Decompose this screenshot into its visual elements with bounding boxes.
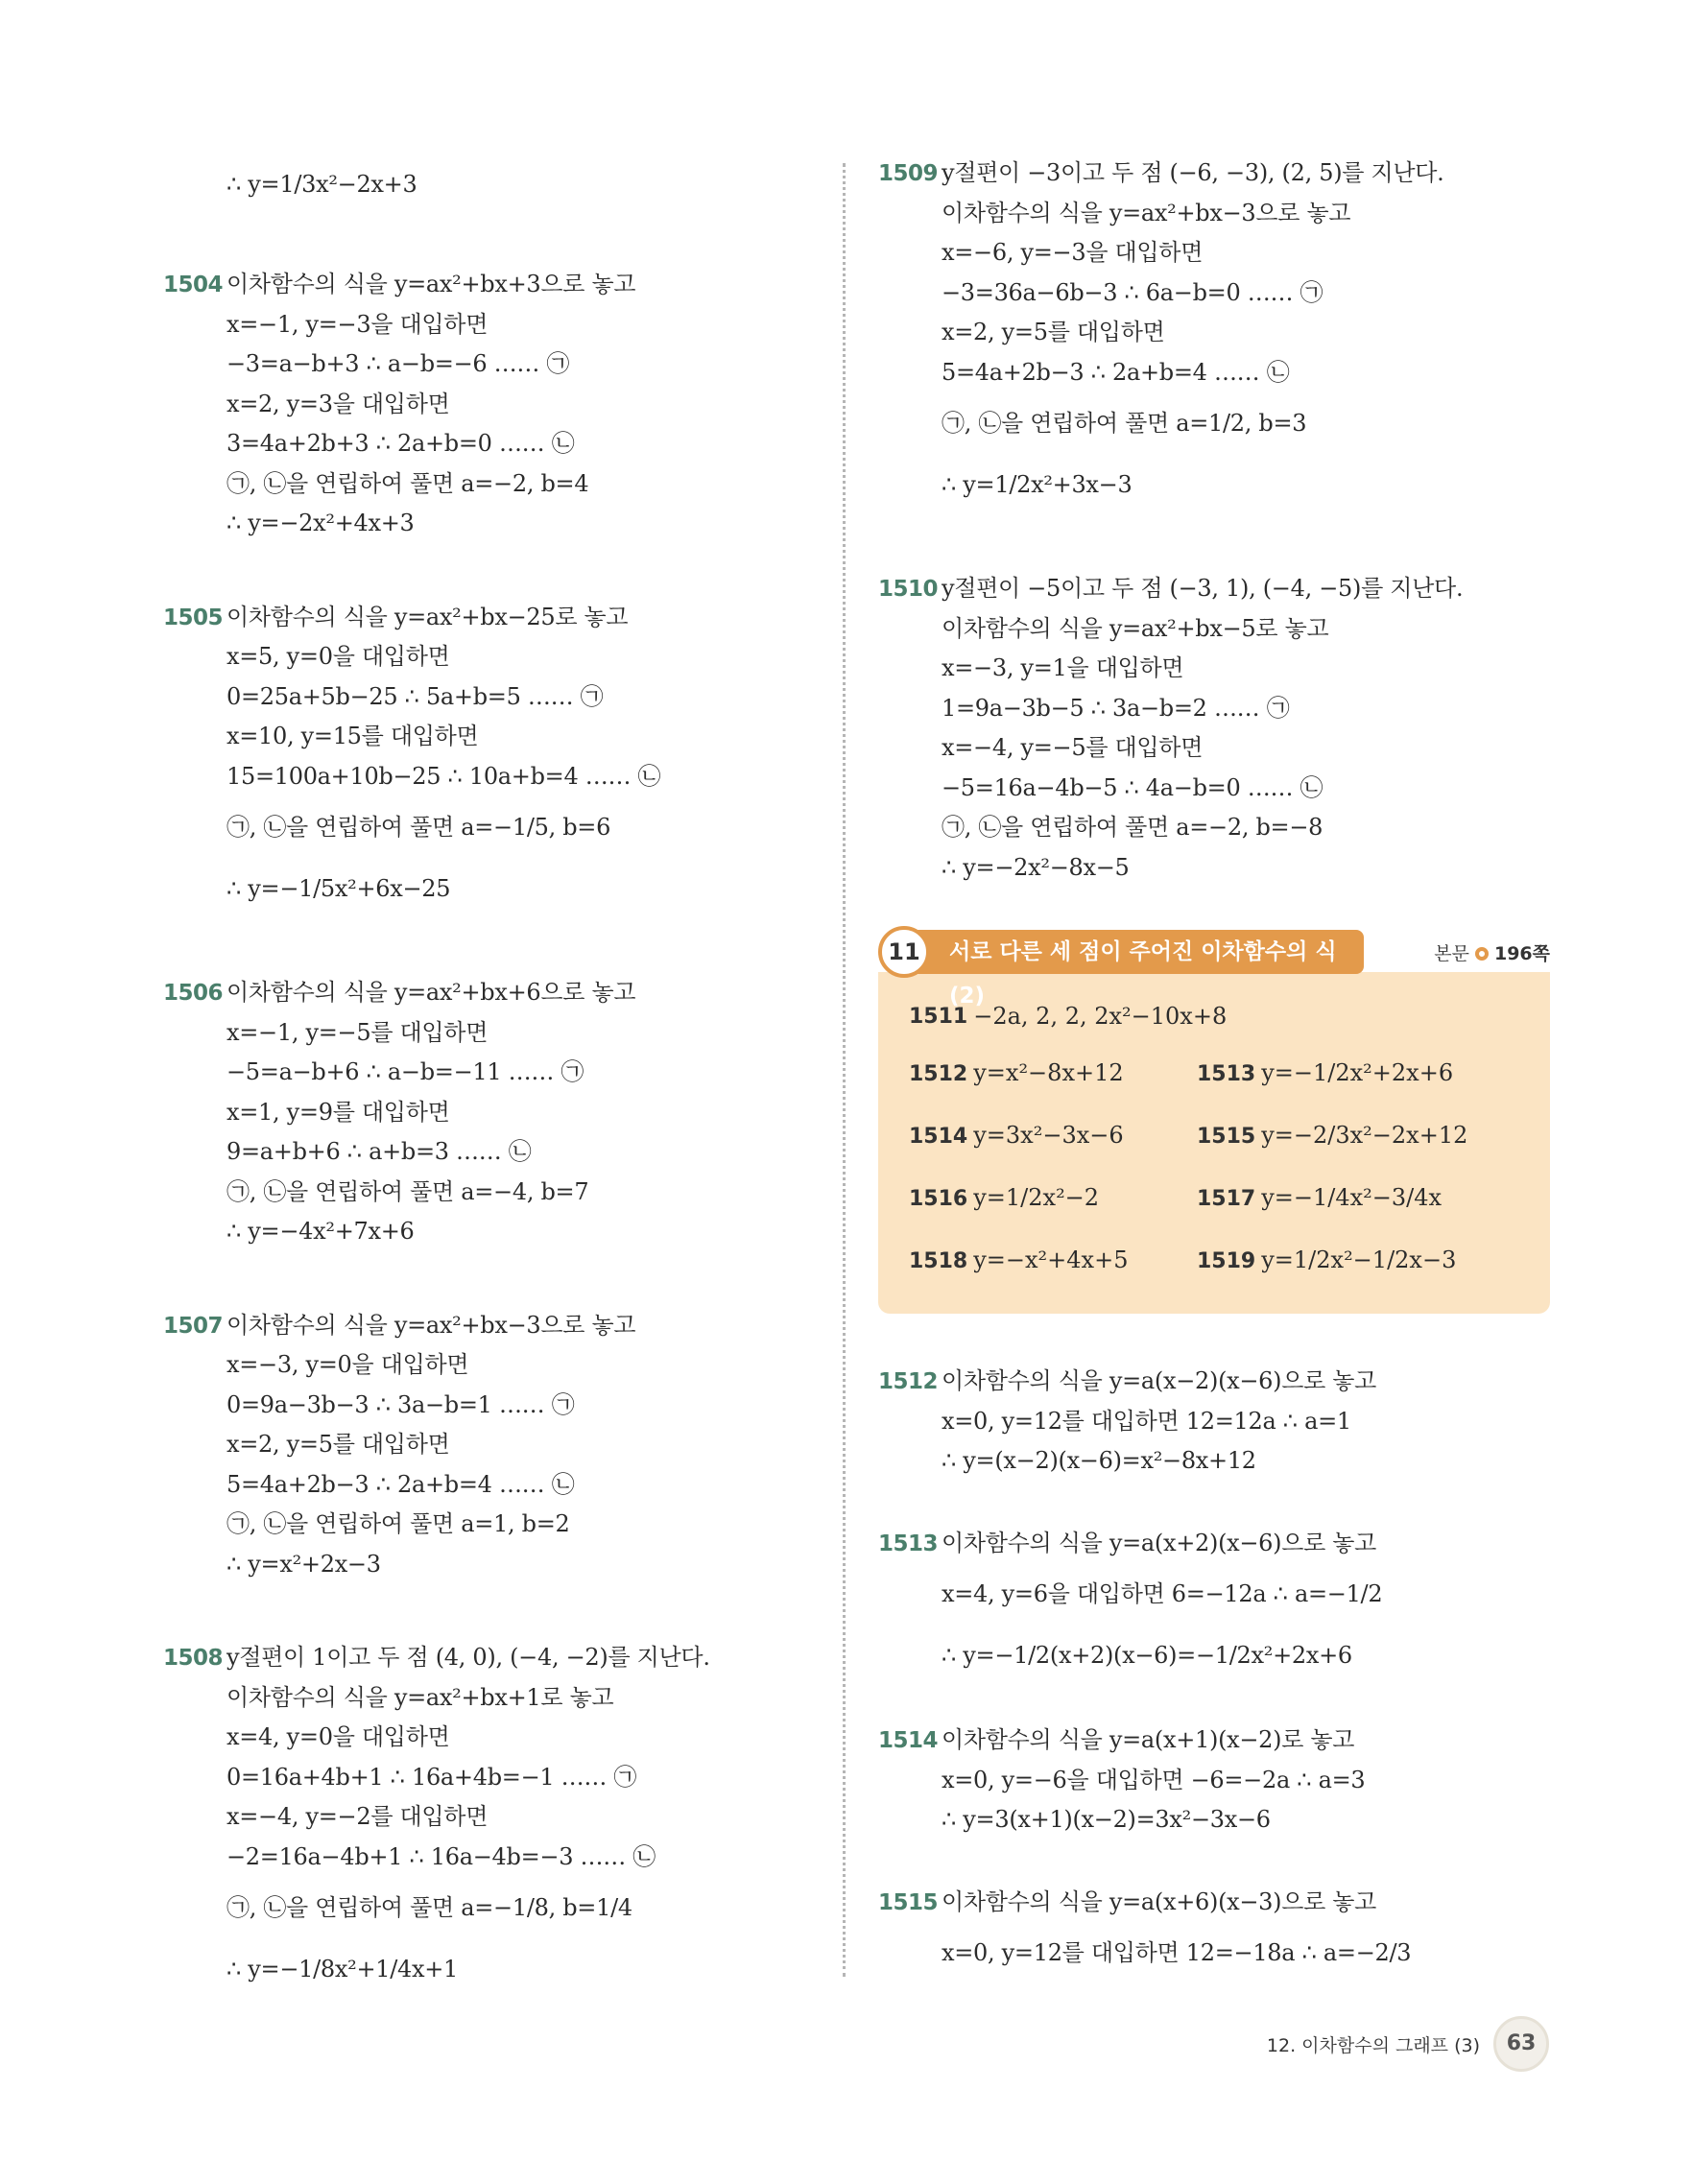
problem-1510	[878, 569, 1550, 888]
solution-line: 0=9a−3b−3 ∴ 3a−b=1 …… ㉠	[227, 1390, 575, 1418]
solution-line: 3=4a+2b+3 ∴ 2a+b=0 …… ㉡	[227, 430, 575, 457]
problem-1503-conclusion	[163, 154, 835, 215]
solution-line: 0=25a+5b−25 ∴ 5a+b=5 …… ㉠	[227, 682, 604, 710]
solution-line: x=4, y=0을 대입하면	[227, 1723, 450, 1750]
solution-line: ∴ y=−1/2(x+2)(x−6)=−1/2x²+2x+6	[942, 1642, 1352, 1669]
solution-line: x=2, y=5를 대입하면	[942, 319, 1165, 345]
problem-1509	[878, 154, 1550, 515]
solution-line: ∴ y=−4x²+7x+6	[227, 1218, 415, 1245]
answer-row	[909, 991, 1521, 1041]
solution-line: x=−3, y=1을 대입하면	[942, 654, 1184, 681]
solution-line: x=5, y=0을 대입하면	[227, 643, 450, 670]
answer-number: 1518	[909, 1248, 968, 1273]
answer-number: 1515	[1197, 1124, 1256, 1149]
answer-number: 1514	[909, 1124, 968, 1149]
solution-line: x=1, y=9를 대입하면	[227, 1098, 450, 1126]
solution-line: 9=a+b+6 ∴ a+b=3 …… ㉡	[227, 1138, 532, 1165]
solution-line: y절편이 −3이고 두 점 (−6, −3), (2, 5)를 지난다.	[942, 159, 1444, 186]
answer-item	[1197, 1246, 1485, 1273]
solution-line: −3=a−b+3 ∴ a−b=−6 …… ㉠	[227, 350, 570, 377]
answer-item	[1197, 1122, 1485, 1149]
solution-line: ㉠, ㉡을 연립하여 풀면 a=1, b=2	[227, 1510, 570, 1537]
solution-line: ∴ y=−1/5x²+6x−25	[227, 875, 451, 902]
answer-number: 1517	[1197, 1186, 1256, 1211]
problem-number: 1512	[878, 1369, 939, 1394]
problem-1504	[163, 265, 835, 544]
problem-1514-solution	[878, 1721, 1550, 1840]
problem-1513-solution	[878, 1524, 1550, 1687]
solution-line: ∴ y=−2x²−8x−5	[942, 853, 1130, 881]
problem-number: 1513	[878, 1531, 939, 1556]
problem-1505	[163, 598, 835, 920]
answer-item	[1197, 1059, 1485, 1086]
solution-line: x=4, y=6을 대입하면 6=−12a ∴ a=−1/2	[942, 1580, 1383, 1607]
solution-line: x=−4, y=−2를 대입하면	[227, 1803, 489, 1830]
problem-number: 1508	[163, 1646, 224, 1671]
section-header	[878, 926, 1550, 1009]
answer-text: y=−x²+4x+5	[973, 1246, 1129, 1273]
chapter-title: 12. 이차함수의 그래프 (3)	[1266, 2034, 1480, 2056]
answer-text: y=1/2x²−2	[973, 1183, 1100, 1211]
solution-line: 이차함수의 식을 y=ax²+bx−3으로 놓고	[942, 199, 1351, 226]
answer-item	[909, 1122, 1197, 1149]
answer-item	[909, 1246, 1197, 1273]
answer-text: y=3x²−3x−6	[973, 1121, 1124, 1149]
solution-line: 이차함수의 식을 y=a(x−2)(x−6)으로 놓고	[942, 1367, 1377, 1394]
answer-section-11	[878, 926, 1550, 1314]
answer-number: 1513	[1197, 1061, 1256, 1086]
problem-number: 1506	[163, 981, 224, 1006]
section-page-reference	[1434, 939, 1550, 965]
answer-row	[909, 1041, 1521, 1104]
solution-line: 이차함수의 식을 y=ax²+bx+1로 놓고	[227, 1683, 614, 1711]
solution-line: 이차함수의 식을 y=a(x+6)(x−3)으로 놓고	[942, 1887, 1377, 1915]
problem-number: 1509	[878, 161, 939, 186]
answer-number: 1511	[909, 1004, 968, 1029]
answer-item	[909, 1059, 1197, 1086]
solution-line: y절편이 −5이고 두 점 (−3, 1), (−4, −5)를 지난다.	[942, 575, 1464, 602]
solution-line: ∴ y=(x−2)(x−6)=x²−8x+12	[942, 1447, 1256, 1474]
solution-line: x=−6, y=−3을 대입하면	[942, 239, 1204, 266]
page-number: 63	[1493, 2016, 1549, 2072]
solution-line: ㉠, ㉡을 연립하여 풀면 a=−2, b=4	[227, 469, 589, 497]
solution-line: ∴ y=3(x+1)(x−2)=3x²−3x−6	[942, 1806, 1271, 1833]
column-divider	[843, 163, 846, 1977]
answer-text: −2a, 2, 2, 2x²−10x+8	[973, 1003, 1228, 1030]
solution-line: 5=4a+2b−3 ∴ 2a+b=4 …… ㉡	[942, 358, 1290, 386]
answer-text: y=−2/3x²−2x+12	[1261, 1121, 1468, 1149]
solution-line: x=−1, y=−5를 대입하면	[227, 1018, 489, 1046]
solution-line: 15=100a+10b−25 ∴ 10a+b=4 …… ㉡	[227, 762, 661, 790]
ref-label: 본문	[1434, 943, 1469, 964]
solution-line: x=−1, y=−3을 대입하면	[227, 310, 489, 338]
problem-1508	[163, 1638, 835, 2000]
solution-line: −5=16a−4b−5 ∴ 4a−b=0 …… ㉡	[942, 773, 1323, 801]
solution-line: x=10, y=15를 대입하면	[227, 723, 479, 749]
solution-line: 이차함수의 식을 y=ax²+bx−5로 놓고	[942, 614, 1329, 642]
solution-line: ∴ y=−1/8x²+1/4x+1	[227, 1956, 459, 1982]
solution-line: ∴ y=1/2x²+3x−3	[942, 471, 1133, 498]
solution-line: 이차함수의 식을 y=ax²+bx+3으로 놓고	[227, 271, 636, 297]
answer-row	[909, 1166, 1521, 1228]
problem-number: 1504	[163, 273, 224, 297]
solution-line: x=0, y=12를 대입하면 12=12a ∴ a=1	[942, 1407, 1351, 1435]
problem-number: 1510	[878, 577, 939, 602]
solution-line: x=2, y=3을 대입하면	[227, 390, 450, 417]
problem-number: 1507	[163, 1313, 224, 1339]
answer-text: y=−1/2x²+2x+6	[1261, 1058, 1454, 1086]
solution-line: ∴ y=x²+2x−3	[227, 1550, 381, 1578]
right-column	[878, 154, 1550, 1983]
solution-line: 이차함수의 식을 y=ax²+bx+6으로 놓고	[227, 979, 636, 1006]
solution-line: x=0, y=12를 대입하면 12=−18a ∴ a=−2/3	[942, 1939, 1412, 1966]
section-number: 11	[878, 926, 930, 978]
page-footer	[1267, 2015, 1549, 2073]
solution-line: 이차함수의 식을 y=a(x+2)(x−6)으로 놓고	[942, 1529, 1377, 1556]
solution-line: 이차함수의 식을 y=ax²+bx−25로 놓고	[227, 603, 629, 630]
problem-number: 1505	[163, 605, 224, 630]
solution-line: −5=a−b+6 ∴ a−b=−11 …… ㉠	[227, 1058, 584, 1085]
bullet-circle-icon	[1475, 947, 1489, 961]
left-column	[163, 154, 835, 2053]
solution-line: −3=36a−6b−3 ∴ 6a−b=0 …… ㉠	[942, 278, 1323, 306]
answer-row	[909, 1228, 1521, 1291]
answer-item	[1197, 1184, 1485, 1211]
problem-1515-solution	[878, 1883, 1550, 1984]
solution-line: ㉠, ㉡을 연립하여 풀면 a=1/2, b=3	[942, 410, 1307, 437]
solution-line: 1=9a−3b−5 ∴ 3a−b=2 …… ㉠	[942, 694, 1290, 722]
solution-line: x=2, y=5를 대입하면	[227, 1431, 450, 1458]
answer-text: y=x²−8x+12	[973, 1058, 1124, 1086]
answer-number: 1516	[909, 1186, 968, 1211]
solution-line: ㉠, ㉡을 연립하여 풀면 a=−1/5, b=6	[227, 814, 611, 841]
answer-panel	[878, 972, 1550, 1314]
answer-number: 1512	[909, 1061, 968, 1086]
solution-line: −2=16a−4b+1 ∴ 16a−4b=−3 …… ㉡	[227, 1842, 656, 1870]
solution-line: 이차함수의 식을 y=a(x+1)(x−2)로 놓고	[942, 1726, 1355, 1753]
problem-1506	[163, 973, 835, 1252]
solution-line: ∴ y=−2x²+4x+3	[227, 510, 415, 536]
answer-row	[909, 1104, 1521, 1166]
answer-text: y=1/2x²−1/2x−3	[1261, 1246, 1457, 1273]
solution-line: ㉠, ㉡을 연립하여 풀면 a=−4, b=7	[227, 1177, 589, 1205]
answer-item	[909, 1184, 1197, 1211]
problem-1507	[163, 1306, 835, 1585]
section-title: 서로 다른 세 점이 주어진 이차함수의 식 (2)	[903, 930, 1364, 974]
solution-line: y절편이 1이고 두 점 (4, 0), (−4, −2)를 지난다.	[227, 1644, 710, 1671]
solution-line: x=−3, y=0을 대입하면	[227, 1351, 469, 1378]
solution-line: 5=4a+2b−3 ∴ 2a+b=4 …… ㉡	[227, 1470, 575, 1498]
solution-line: ㉠, ㉡을 연립하여 풀면 a=−1/8, b=1/4	[227, 1894, 632, 1921]
solution-line: ㉠, ㉡을 연립하여 풀면 a=−2, b=−8	[942, 814, 1323, 841]
solution-line: x=0, y=−6을 대입하면 −6=−2a ∴ a=3	[942, 1766, 1366, 1793]
problem-number: 1514	[878, 1728, 939, 1753]
answer-number: 1519	[1197, 1248, 1256, 1273]
solution-line: 0=16a+4b+1 ∴ 16a+4b=−1 …… ㉠	[227, 1763, 637, 1791]
answer-text: y=−1/4x²−3/4x	[1261, 1183, 1443, 1211]
solution-line: x=−4, y=−5를 대입하면	[942, 734, 1204, 761]
solution-line: ∴ y=1/3x²−2x+3	[227, 171, 417, 198]
solution-line: 이차함수의 식을 y=ax²+bx−3으로 놓고	[227, 1311, 636, 1339]
ref-page: 196쪽	[1493, 943, 1550, 964]
problem-1512-solution	[878, 1362, 1550, 1482]
problem-number: 1515	[878, 1889, 939, 1915]
